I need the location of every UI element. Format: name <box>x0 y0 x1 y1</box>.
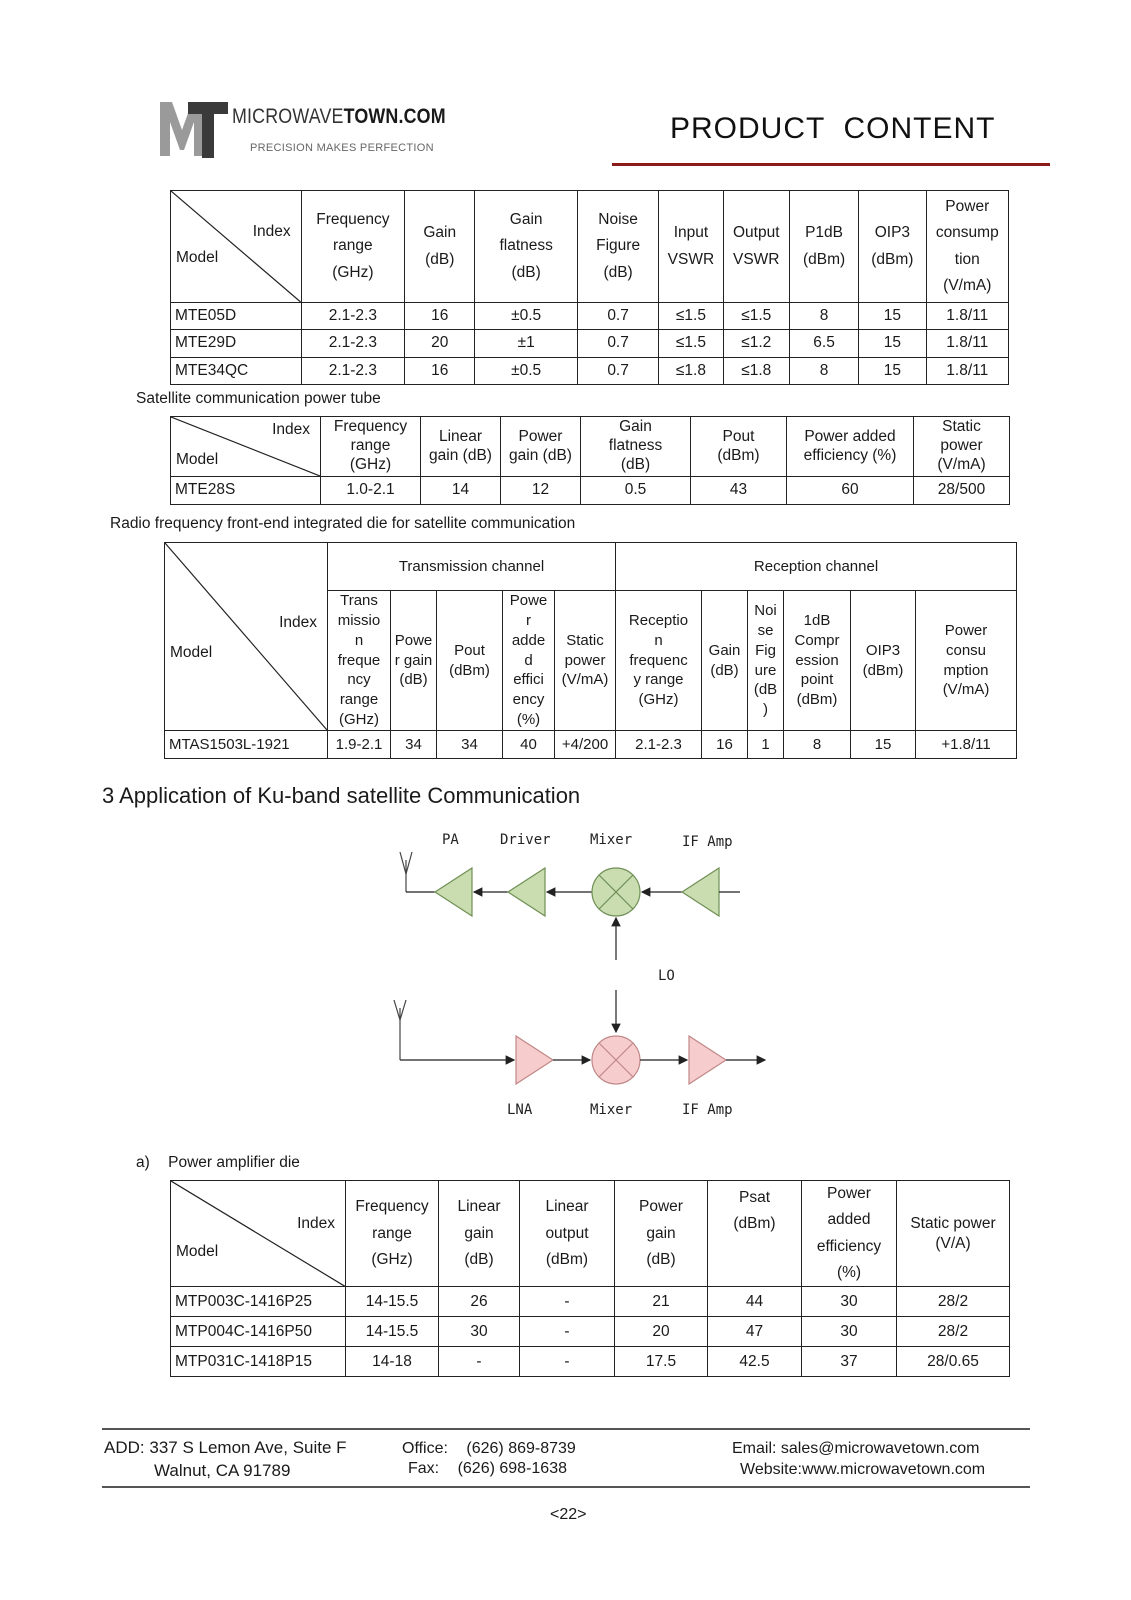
table-cell: 16 <box>702 731 748 759</box>
footer-fax <box>408 1460 567 1478</box>
table-cell: 28/500 <box>914 477 1010 505</box>
table-cell: - <box>439 1347 520 1377</box>
table-cell: 1.8/11 <box>926 357 1008 384</box>
pa-label: PA <box>442 832 459 848</box>
table-cell: 6.5 <box>789 330 858 357</box>
table-cell: 30 <box>802 1317 897 1347</box>
table-row <box>171 477 1010 505</box>
table-cell: 42.5 <box>708 1347 802 1377</box>
table-cell: 30 <box>802 1287 897 1317</box>
table-cell: 0.7 <box>577 330 658 357</box>
col-header: Output VSWR <box>723 191 789 303</box>
pa-amplifier-icon <box>435 868 472 916</box>
driver-label: Driver <box>500 832 551 848</box>
spec-table-2 <box>170 416 1010 505</box>
table-group-row <box>165 543 1017 591</box>
tx-mixer-icon <box>592 868 640 916</box>
col-header: Power added efficiency (%) <box>802 1181 897 1287</box>
group-header-tx: Transmission channel <box>328 543 616 591</box>
model-cell: MTE34QC <box>171 357 302 384</box>
driver-amplifier-icon <box>508 868 545 916</box>
table-cell: 1.9-2.1 <box>328 731 391 759</box>
table-cell: ≤1.5 <box>659 303 723 330</box>
table-cell: 20 <box>405 330 475 357</box>
model-cell: MTP003C-1416P25 <box>171 1287 346 1317</box>
col-header: OIP3 (dBm) <box>851 591 916 731</box>
col-header: Linear output (dBm) <box>520 1181 615 1287</box>
model-cell: MTE28S <box>171 477 321 505</box>
tx-antenna-icon <box>400 852 412 892</box>
table-cell: 8 <box>789 303 858 330</box>
table-header-row <box>171 191 1009 303</box>
table-cell: 15 <box>859 330 926 357</box>
table-cell: 40 <box>503 731 555 759</box>
corner-index-label: Index <box>272 421 310 438</box>
corner-model-label: Model <box>176 451 219 468</box>
model-cell: MTE05D <box>171 303 302 330</box>
col-header: Static power (V/mA) <box>914 417 1010 477</box>
table-2-caption: Satellite communication power tube <box>136 390 381 407</box>
table-row <box>165 731 1017 759</box>
table-cell: 14-18 <box>346 1347 439 1377</box>
table-cell: 16 <box>405 357 475 384</box>
rx-mixer-label: Mixer <box>590 1102 633 1118</box>
spec-table-4 <box>170 1180 1010 1377</box>
footer-rule-top <box>102 1428 1030 1430</box>
col-header: Power added efficiency (%) <box>787 417 914 477</box>
table-cell: 1 <box>748 731 784 759</box>
lo-label: LO <box>658 968 675 984</box>
table-cell: 34 <box>437 731 503 759</box>
corner-index-label: Index <box>252 223 291 240</box>
footer-website: Website:www.microwavetown.com <box>740 1461 986 1478</box>
table-cell: 14-15.5 <box>346 1317 439 1347</box>
col-header: Frequency range (GHz) <box>301 191 404 303</box>
model-cell: MTAS1503L-1921 <box>165 731 328 759</box>
footer-add-label: ADD: <box>104 1438 145 1457</box>
table-cell: 8 <box>784 731 851 759</box>
table-cell: 0.7 <box>577 357 658 384</box>
footer-email: Email: sales@microwavetown.com <box>732 1440 980 1457</box>
col-header: Static power (V/mA) <box>555 591 616 731</box>
model-cell: MTE29D <box>171 330 302 357</box>
col-header: Linear gain (dB) <box>439 1181 520 1287</box>
table-4-caption <box>136 1154 300 1172</box>
col-header: Input VSWR <box>659 191 723 303</box>
col-header: 1dB Compr ession point (dBm) <box>784 591 851 731</box>
table-cell: 15 <box>859 357 926 384</box>
footer-fax-number: (626) 698-1638 <box>457 1460 567 1477</box>
table-row <box>171 330 1009 357</box>
col-header: Powe r adde d effici ency (%) <box>503 591 555 731</box>
table-cell: ≤1.5 <box>659 330 723 357</box>
footer-fax-label: Fax: <box>408 1460 440 1477</box>
table-cell: 30 <box>439 1317 520 1347</box>
table-cell: ≤1.5 <box>723 303 789 330</box>
table-cell: ≤1.8 <box>659 357 723 384</box>
table-cell: 2.1-2.3 <box>301 303 404 330</box>
table-cell: 2.1-2.3 <box>616 731 702 759</box>
table-cell: 2.1-2.3 <box>301 330 404 357</box>
col-header: Power gain (dB) <box>615 1181 708 1287</box>
corner-index-label: Index <box>279 614 317 631</box>
table-cell: 1.0-2.1 <box>321 477 421 505</box>
table-cell: 12 <box>501 477 581 505</box>
table-row <box>171 303 1009 330</box>
table-cell: +1.8/11 <box>916 731 1017 759</box>
logo-tagline: PRECISION MAKES PERFECTION <box>250 142 434 154</box>
table-cell: 37 <box>802 1347 897 1377</box>
logo-site-name: MICROWAVETOWN.COM <box>232 105 446 128</box>
table-cell: 26 <box>439 1287 520 1317</box>
col-header: Static power (V/A) <box>897 1181 1010 1287</box>
corner-model-label: Model <box>170 644 213 661</box>
corner-cell <box>171 417 321 477</box>
col-header: OIP3 (dBm) <box>859 191 926 303</box>
table-cell: 17.5 <box>615 1347 708 1377</box>
table-row <box>171 357 1009 384</box>
table-cell: 34 <box>391 731 437 759</box>
col-header: Gain (dB) <box>405 191 475 303</box>
table-3-caption: Radio frequency front-end integrated die for satellite communication <box>110 515 576 532</box>
model-cell: MTP004C-1416P50 <box>171 1317 346 1347</box>
table-row <box>171 1317 1010 1347</box>
page-number: <22> <box>550 1506 587 1523</box>
table-cell: 16 <box>405 303 475 330</box>
heading-rule <box>612 163 1050 166</box>
col-header: Pout (dBm) <box>691 417 787 477</box>
lna-amplifier-icon <box>516 1036 553 1084</box>
corner-model-label: Model <box>176 1243 219 1260</box>
group-header-rx: Reception channel <box>616 543 1017 591</box>
table-cell: 15 <box>851 731 916 759</box>
page-heading: PRODUCT CONTENT <box>670 112 996 145</box>
table-cell: ≤1.8 <box>723 357 789 384</box>
col-header: Power gain (dB) <box>501 417 581 477</box>
table-header-row <box>171 417 1010 477</box>
footer-address-line-1 <box>104 1438 347 1458</box>
table-cell: 28/2 <box>897 1317 1010 1347</box>
col-header: Power consu mption (V/mA) <box>916 591 1017 731</box>
table-cell: ≤1.2 <box>723 330 789 357</box>
col-header: Pout (dBm) <box>437 591 503 731</box>
table-cell: 1.8/11 <box>926 303 1008 330</box>
col-header: P1dB (dBm) <box>789 191 858 303</box>
col-header: Gain (dB) <box>702 591 748 731</box>
ku-band-block-diagram <box>390 830 790 1140</box>
table-cell: 28/0.65 <box>897 1347 1010 1377</box>
table-cell: 1.8/11 <box>926 330 1008 357</box>
rx-antenna-icon <box>394 1000 406 1060</box>
spec-table-1 <box>170 190 1009 385</box>
footer-office-label: Office: <box>402 1440 448 1457</box>
table-cell: - <box>520 1347 615 1377</box>
col-header: Receptio n frequenc y range (GHz) <box>616 591 702 731</box>
col-header: Frequency range (GHz) <box>346 1181 439 1287</box>
section-title: 3 Application of Ku-band satellite Communication <box>102 783 581 808</box>
corner-index-label: Index <box>297 1215 335 1232</box>
tx-if-amp-icon <box>682 868 719 916</box>
table-4-caption-text: Power amplifier die <box>168 1154 300 1171</box>
spec-table-3 <box>164 542 1017 759</box>
table-4-caption-prefix: a) <box>136 1154 150 1171</box>
logo-mark <box>158 100 230 160</box>
corner-cell <box>165 543 328 731</box>
col-header: Linear gain (dB) <box>421 417 501 477</box>
table-cell: ±0.5 <box>475 303 577 330</box>
footer-office <box>402 1440 576 1458</box>
table-row <box>171 1347 1010 1377</box>
tx-mixer-label: Mixer <box>590 832 633 848</box>
table-cell: 47 <box>708 1317 802 1347</box>
table-cell: - <box>520 1317 615 1347</box>
corner-model-label: Model <box>176 249 219 266</box>
table-cell: 2.1-2.3 <box>301 357 404 384</box>
table-cell: 14-15.5 <box>346 1287 439 1317</box>
footer-address-1: 337 S Lemon Ave, Suite F <box>149 1438 347 1457</box>
table-cell: 8 <box>789 357 858 384</box>
table-cell: 0.7 <box>577 303 658 330</box>
col-header: Trans missio n freque ncy range (GHz) <box>328 591 391 731</box>
table-cell: 20 <box>615 1317 708 1347</box>
table-cell: ±1 <box>475 330 577 357</box>
footer-address-line-2: Walnut, CA 91789 <box>154 1461 291 1480</box>
table-cell: 15 <box>859 303 926 330</box>
col-header: Powe r gain (dB) <box>391 591 437 731</box>
col-header: Power consump tion (V/mA) <box>926 191 1008 303</box>
model-cell: MTP031C-1418P15 <box>171 1347 346 1377</box>
tx-if-amp-label: IF Amp <box>682 834 733 850</box>
footer-rule-bottom <box>102 1486 1030 1488</box>
corner-cell <box>171 191 302 303</box>
col-header: Gain flatness (dB) <box>475 191 577 303</box>
table-cell: 14 <box>421 477 501 505</box>
col-header: Frequency range (GHz) <box>321 417 421 477</box>
rx-mixer-icon <box>592 1036 640 1084</box>
rx-if-amp-icon <box>689 1036 726 1084</box>
table-cell: 44 <box>708 1287 802 1317</box>
col-header: Psat (dBm) <box>708 1181 802 1287</box>
corner-cell <box>171 1181 346 1287</box>
rx-if-amp-label: IF Amp <box>682 1102 733 1118</box>
table-cell: +4/200 <box>555 731 616 759</box>
table-cell: 0.5 <box>581 477 691 505</box>
table-header-row <box>171 1181 1010 1287</box>
col-header: Noi se Fig ure (dB ) <box>748 591 784 731</box>
table-row <box>171 1287 1010 1317</box>
footer-office-number: (626) 869-8739 <box>466 1440 576 1457</box>
table-cell: 43 <box>691 477 787 505</box>
table-cell: 28/2 <box>897 1287 1010 1317</box>
table-cell: 60 <box>787 477 914 505</box>
lna-label: LNA <box>507 1102 533 1118</box>
table-cell: 21 <box>615 1287 708 1317</box>
table-cell: - <box>520 1287 615 1317</box>
table-cell: ±0.5 <box>475 357 577 384</box>
col-header: Noise Figure (dB) <box>577 191 658 303</box>
col-header: Gain flatness (dB) <box>581 417 691 477</box>
